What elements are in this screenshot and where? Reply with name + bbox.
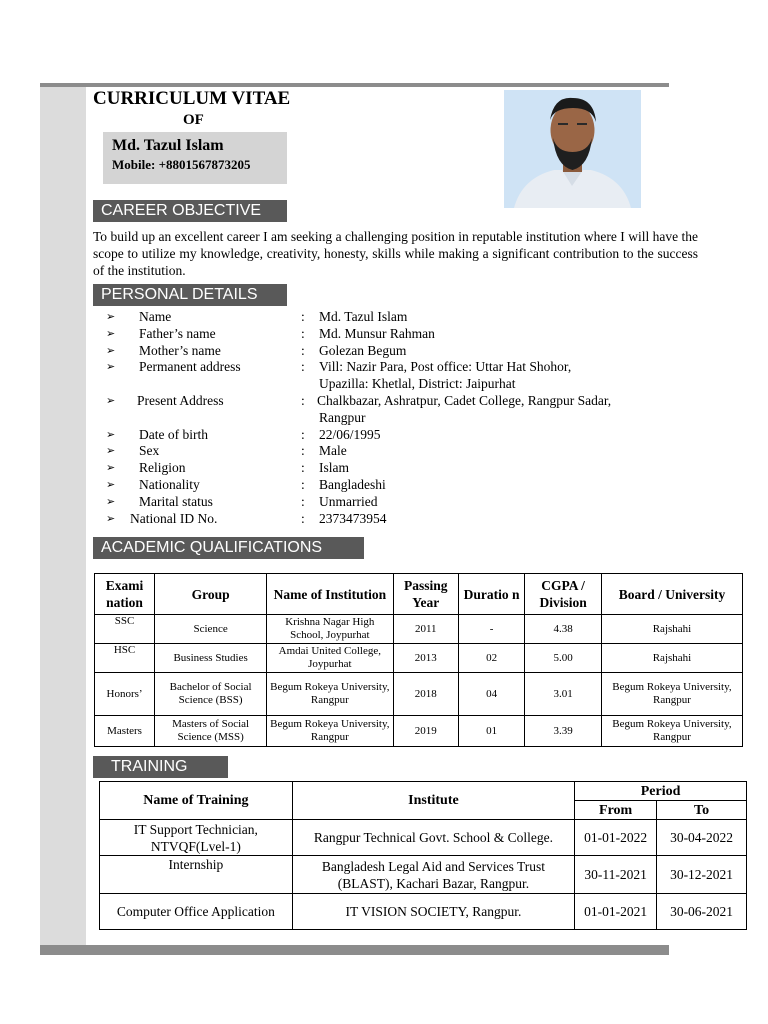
table-cell: Begum Rokeya University, Rangpur: [267, 716, 393, 747]
arrow-bullet-icon: ➢: [106, 429, 116, 441]
personal-value: Unmarried: [319, 494, 378, 509]
table-cell: 3.39: [525, 716, 602, 747]
training-header-cell: Institute: [292, 782, 574, 820]
table-cell: Computer Office Application: [100, 894, 293, 930]
training-table: [99, 781, 747, 930]
arrow-bullet-icon: ➢: [106, 361, 116, 373]
academic-header-cell: Name of Institution: [267, 574, 393, 615]
document-title: CURRICULUM VITAE: [93, 88, 291, 109]
table-cell: HSC: [95, 644, 155, 673]
personal-value: Golezan Begum: [319, 343, 407, 358]
personal-value: Vill: Nazir Para, Post office: Uttar Hat Shohor,: [319, 359, 572, 374]
personal-label: Marital status: [139, 494, 213, 509]
table-row: [95, 673, 743, 716]
personal-colon: :: [301, 443, 305, 458]
personal-label: Name: [139, 309, 172, 324]
candidate-name: Md. Tazul Islam: [112, 137, 224, 154]
personal-value: Islam: [319, 460, 349, 475]
training-header-cell: Period: [575, 782, 747, 801]
table-cell: 2011: [393, 615, 458, 644]
training-header-cell: To: [657, 801, 747, 820]
personal-colon: :: [301, 309, 305, 324]
table-cell: Bangladesh Legal Aid and Services Trust (BLAST), Kachari Bazar, Rangpur.: [292, 856, 574, 894]
personal-label: Date of birth: [139, 427, 208, 442]
academic-header-cell: Exami nation: [95, 574, 155, 615]
personal-colon: :: [301, 460, 305, 475]
training-header-cell: Name of Training: [100, 782, 293, 820]
table-cell: Science: [155, 615, 267, 644]
section-header-personal-details: PERSONAL DETAILS: [93, 284, 287, 306]
table-cell: 04: [458, 673, 524, 716]
table-cell: Krishna Nagar High School, Joypurhat: [267, 615, 393, 644]
table-cell: Rajshahi: [601, 615, 742, 644]
academic-header-cell: Passing Year: [393, 574, 458, 615]
academic-header-row: [95, 574, 743, 615]
arrow-bullet-icon: ➢: [106, 311, 116, 323]
table-cell: 2019: [393, 716, 458, 747]
career-objective-text: To build up an excellent career I am seeking a challenging position in reputable institution where I will have the scope to utilize my knowledge, creativity, honesty, skills while making a significant contribution to the success of the institution.: [93, 229, 698, 278]
table-cell: Internship: [100, 856, 293, 894]
title-of: OF: [183, 112, 204, 128]
academic-header-cell: Duratio n: [458, 574, 524, 615]
personal-value: Bangladeshi: [319, 477, 386, 492]
academic-header-cell: Group: [155, 574, 267, 615]
personal-value: Male: [319, 443, 347, 458]
mobile-number: Mobile: +8801567873205: [112, 157, 251, 172]
personal-colon: :: [301, 511, 305, 526]
section-header-academic-qualifications: ACADEMIC QUALIFICATIONS: [93, 537, 364, 559]
table-cell: 30-06-2021: [657, 894, 747, 930]
table-cell: 02: [458, 644, 524, 673]
table-cell: 30-04-2022: [657, 820, 747, 856]
arrow-bullet-icon: ➢: [106, 479, 116, 491]
personal-label: Mother’s name: [139, 343, 221, 358]
arrow-bullet-icon: ➢: [106, 445, 116, 457]
arrow-bullet-icon: ➢: [106, 513, 116, 525]
top-border-bar: [40, 83, 669, 87]
table-cell: IT VISION SOCIETY, Rangpur.: [292, 894, 574, 930]
table-row: [95, 716, 743, 747]
training-header-row: [100, 782, 747, 801]
table-cell: 2018: [393, 673, 458, 716]
academic-header-cell: CGPA / Division: [525, 574, 602, 615]
portrait-image: [504, 90, 641, 208]
personal-value: Md. Tazul Islam: [319, 309, 408, 324]
table-cell: 01: [458, 716, 524, 747]
table-cell: 01-01-2022: [575, 820, 657, 856]
personal-value: Md. Munsur Rahman: [319, 326, 435, 341]
personal-value: 22/06/1995: [319, 427, 381, 442]
name-box: [103, 132, 287, 184]
personal-colon: :: [301, 343, 305, 358]
table-cell: 3.01: [525, 673, 602, 716]
arrow-bullet-icon: ➢: [106, 328, 116, 340]
table-row: [95, 615, 743, 644]
personal-colon: :: [301, 393, 305, 408]
table-cell: SSC: [95, 615, 155, 644]
table-cell: 30-11-2021: [575, 856, 657, 894]
training-header-cell: From: [575, 801, 657, 820]
table-cell: 01-01-2021: [575, 894, 657, 930]
personal-label: Religion: [139, 460, 186, 475]
profile-photo: [504, 90, 641, 208]
arrow-bullet-icon: ➢: [106, 496, 116, 508]
personal-colon: :: [301, 326, 305, 341]
personal-label: Nationality: [139, 477, 200, 492]
personal-label: Father’s name: [139, 326, 216, 341]
personal-label: Sex: [139, 443, 160, 458]
table-cell: Rangpur Technical Govt. School & College.: [292, 820, 574, 856]
table-row: [95, 644, 743, 673]
table-cell: Bachelor of Social Science (BSS): [155, 673, 267, 716]
section-header-training: TRAINING: [93, 756, 228, 778]
personal-value-line2: Upazilla: Khetlal, District: Jaipurhat: [319, 376, 516, 391]
personal-colon: :: [301, 359, 305, 374]
left-margin-bar: [40, 87, 86, 945]
table-cell: Masters of Social Science (MSS): [155, 716, 267, 747]
personal-colon: :: [301, 427, 305, 442]
academic-header-cell: Board / University: [601, 574, 742, 615]
table-cell: 5.00: [525, 644, 602, 673]
table-cell: Honors’: [95, 673, 155, 716]
table-cell: 30-12-2021: [657, 856, 747, 894]
bottom-border-bar: [40, 945, 669, 955]
table-cell: IT Support Technician, NTVQF(Lvel-1): [100, 820, 293, 856]
personal-colon: :: [301, 477, 305, 492]
academic-table: [94, 573, 743, 747]
arrow-bullet-icon: ➢: [106, 395, 116, 407]
table-cell: Begum Rokeya University, Rangpur: [267, 673, 393, 716]
personal-value-line2: Rangpur: [319, 410, 366, 425]
table-row: [100, 820, 747, 856]
section-header-career-objective: CAREER OBJECTIVE: [93, 200, 287, 222]
personal-label: Permanent address: [139, 359, 241, 374]
table-row: [100, 856, 747, 894]
personal-label: National ID No.: [130, 511, 218, 526]
table-cell: Masters: [95, 716, 155, 747]
personal-value: 2373473954: [319, 511, 387, 526]
personal-colon: :: [301, 494, 305, 509]
table-row: [100, 894, 747, 930]
arrow-bullet-icon: ➢: [106, 345, 116, 357]
table-cell: Begum Rokeya University, Rangpur: [601, 716, 742, 747]
table-cell: Begum Rokeya University, Rangpur: [601, 673, 742, 716]
table-cell: Business Studies: [155, 644, 267, 673]
table-cell: 2013: [393, 644, 458, 673]
table-cell: 4.38: [525, 615, 602, 644]
table-cell: -: [458, 615, 524, 644]
table-cell: Rajshahi: [601, 644, 742, 673]
personal-label: Present Address: [137, 393, 224, 408]
table-cell: Amdai United College, Joypurhat: [267, 644, 393, 673]
arrow-bullet-icon: ➢: [106, 462, 116, 474]
personal-value: Chalkbazar, Ashratpur, Cadet College, Rangpur Sadar,: [317, 393, 612, 408]
